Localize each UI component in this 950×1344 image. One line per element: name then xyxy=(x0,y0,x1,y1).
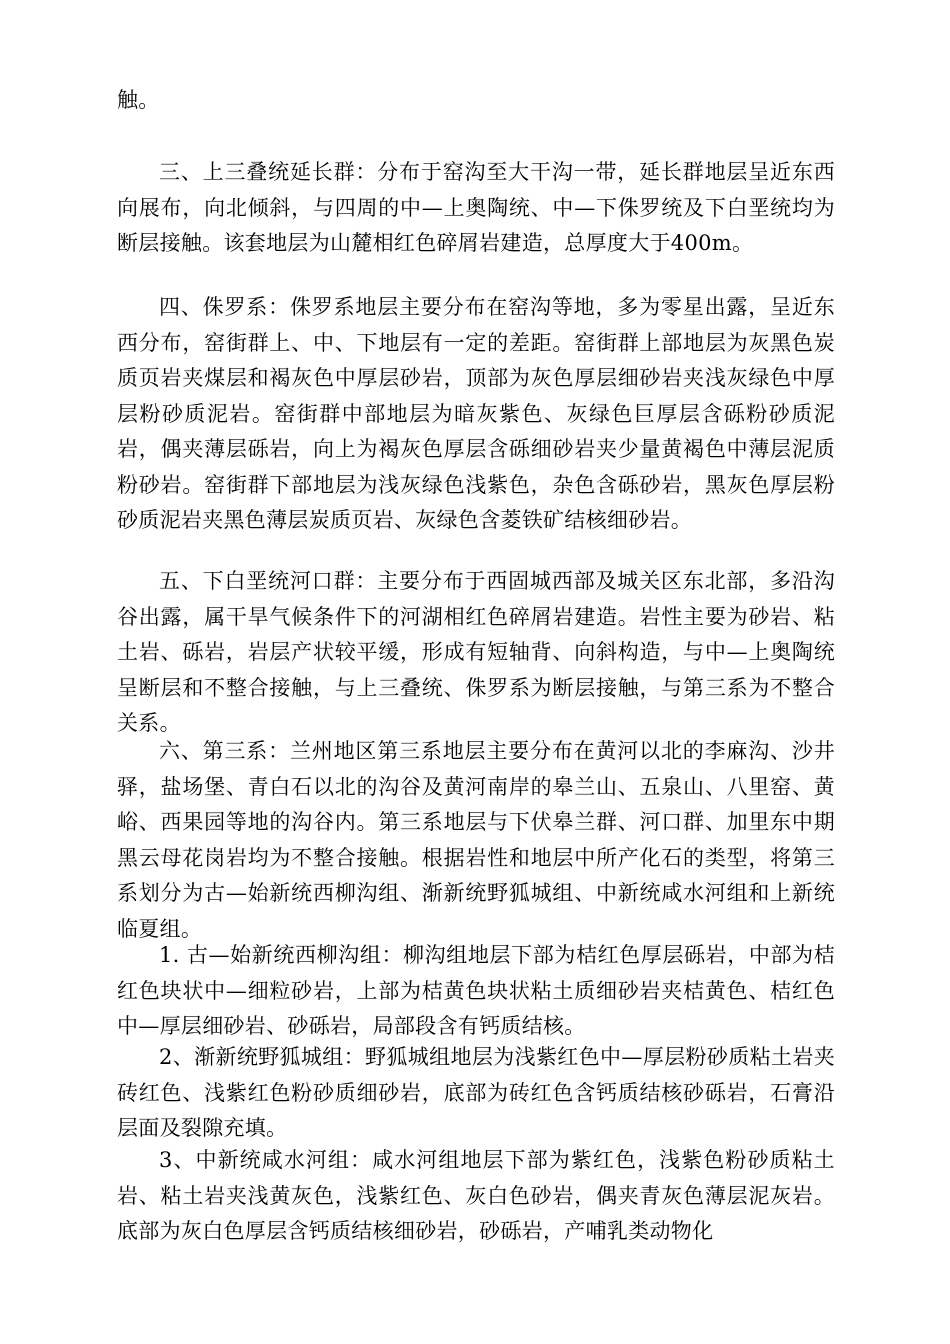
paragraph-xianshuihe-formation: 3、中新统咸水河组：咸水河组地层下部为紫红色，浅紫色粉砂质粘土岩、粘土岩夹浅黄灰色，浅紫红色、灰白色砂岩，偶夹青灰色薄层泥灰岩。底部为灰白色厚层含钙质结核细砂岩，砂砾岩，产哺乳类动物化 xyxy=(117,1148,835,1243)
paragraph-xiliugou-formation: 1. 古—始新统西柳沟组：柳沟组地层下部为桔红色厚层砾岩，中部为桔红色块状中—细粒砂岩，上部为桔黄色块状粘土质细砂岩夹桔黄色、桔红色中—厚层细砂岩、砂砾岩，局部段含有钙质结核。 xyxy=(117,943,835,1038)
paragraph-continuation: 触。 xyxy=(117,88,160,112)
paragraph-lower-cretaceous: 五、下白垩统河口群：主要分布于西固城西部及城关区东北部，多沿沟谷出露，属干旱气候条件下的河湖相红色碎屑岩建造。岩性主要为砂岩、粘土岩、砾岩，岩层产状较平缓，形成有短轴背、向斜构造，与中—上奥陶统呈断层和不整合接触，与上三叠统、侏罗系为断层接触，与第三系为不整合关系。 xyxy=(117,569,835,735)
paragraph-yehucheng-formation: 2、渐新统野狐城组：野狐城组地层为浅紫红色中—厚层粉砂质粘土岩夹砖红色、浅紫红色粉砂质细砂岩，底部为砖红色含钙质结核砂砾岩，石膏沿层面及裂隙充填。 xyxy=(117,1045,835,1140)
paragraph-jurassic: 四、侏罗系：侏罗系地层主要分布在窑沟等地，多为零星出露，呈近东西分布，窑街群上、中、下地层有一定的差距。窑街群上部地层为灰黑色炭质页岩夹煤层和褐灰色中厚层砂岩，顶部为灰色厚层细砂岩夹浅灰绿色中厚层粉砂质泥岩。窑街群中部地层为暗灰紫色、灰绿色巨厚层含砾粉砂质泥岩，偶夹薄层砾岩，向上为褐灰色厚层含砾细砂岩夹少量黄褐色中薄层泥质粉砂岩。窑街群下部地层为浅灰绿色浅紫色，杂色含砾砂岩，黑灰色厚层粉砂质泥岩夹黑色薄层炭质页岩、灰绿色含菱铁矿结核细砂岩。 xyxy=(117,295,835,532)
paragraph-upper-triassic: 三、上三叠统延长群：分布于窑沟至大干沟一带，延长群地层呈近东西向展布，向北倾斜，与四周的中—上奥陶统、中—下侏罗统及下白垩统均为断层接触。该套地层为山麓相红色碎屑岩建造，总厚度大于400m。 xyxy=(117,160,835,255)
paragraph-tertiary: 六、第三系：兰州地区第三系地层主要分布在黄河以北的李麻沟、沙井驿，盐场堡、青白石以北的沟谷及黄河南岸的皋兰山、五泉山、八里窑、黄峪、西果园等地的沟谷内。第三系地层与下伏皋兰群、河口群、加里东中期黑云母花岗岩均为不整合接触。根据岩性和地层中所产化石的类型，将第三系划分为古—始新统西柳沟组、渐新统野狐城组、中新统咸水河组和上新统临夏组。 xyxy=(117,739,835,941)
